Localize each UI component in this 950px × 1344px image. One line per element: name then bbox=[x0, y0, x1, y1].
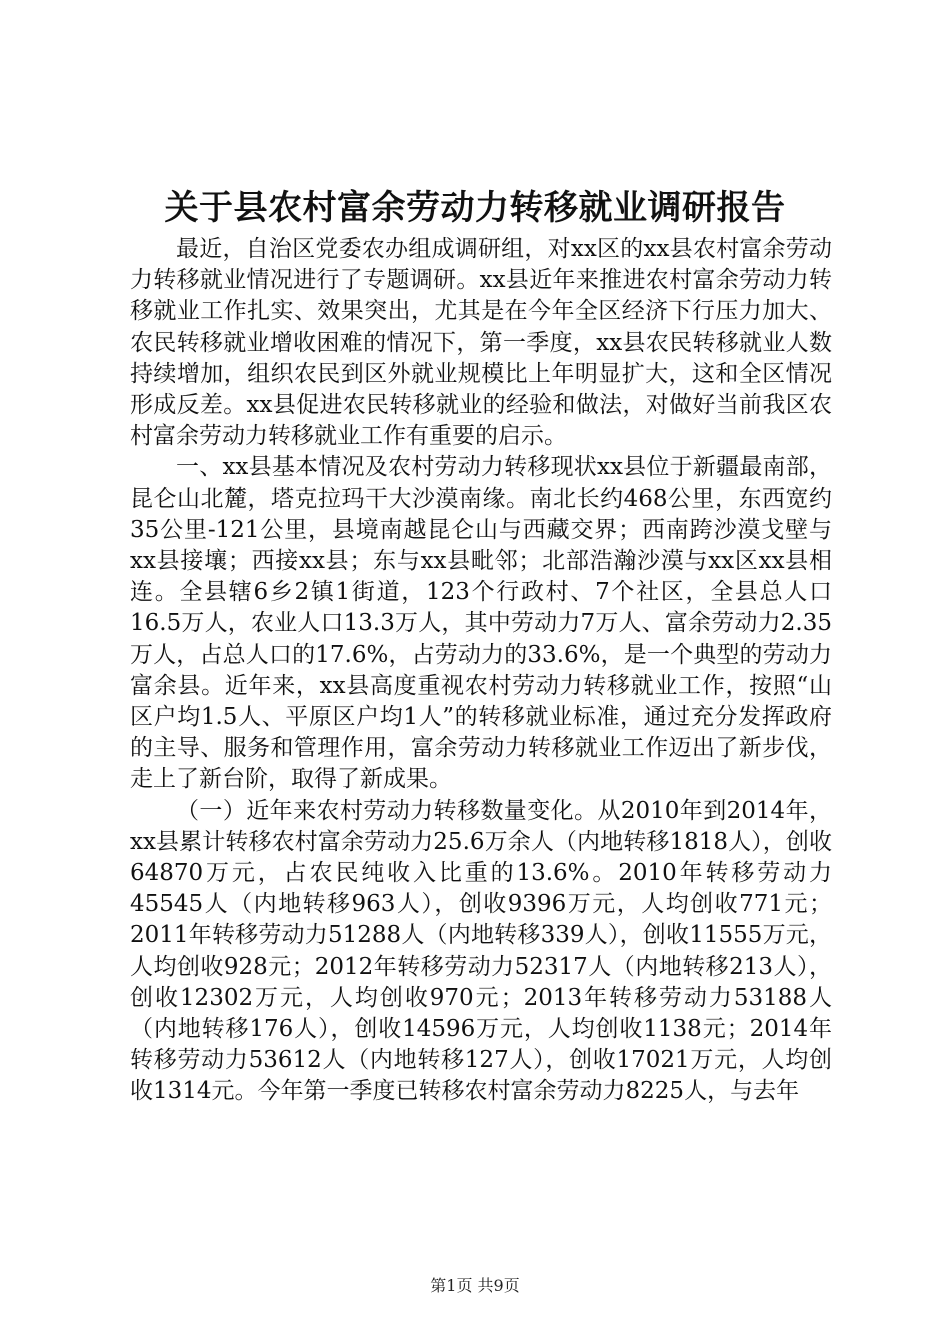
paragraph-intro: 最近，自治区党委农办组成调研组，对xx区的xx县农村富余劳动力转移就业情况进行了专题调研。xx县近年来推进农村富余劳动力转移就业工作扎实、效果突出，尤其是在今年全区经济下行压力加大、农民转移就业增收困难的情况下，第一季度，xx县农民转移就业人数持续增加，组织农民到区外就业规模比上年明显扩大，这和全区情况形成反差。xx县促进农民转移就业的经验和做法，对做好当前我区农村富余劳动力转移就业工作有重要的启示。 bbox=[130, 236, 832, 450]
page-footer: 第1页 共9页 bbox=[430, 1276, 520, 1295]
paragraph-subsection-1: （一）近年来农村劳动力转移数量变化。从2010年到2014年，xx县累计转移农村富余劳动力25.6万余人（内地转移1818人），创收64870万元，占农民纯收入比重的13.6%。2010年转移劳动力45545人（内地转移963人），创收9396万元，人均创收771元；2011年转移劳动力51288人（内地转移339人），创收11555万元，人均创收928元；2012年转移劳动力52317人（内地转移213人），创收12302万元，人均创收970元；2013年转移劳动力53188人（内地转移176人），创收14596万元，人均创收1138元；2014年转移劳动力53612人（内地转移127人），创收17021万元，人均创收1314元。今年第一季度已转移农村富余劳动力8225人，与去年 bbox=[130, 797, 832, 1105]
paragraph-section-1: 一、xx县基本情况及农村劳动力转移现状xx县位于新疆最南部，昆仑山北麓，塔克拉玛干大沙漠南缘。南北长约468公里，东西宽约35公里-121公里，县境南越昆仑山与西藏交界；西南跨沙漠戈壁与xx县接壤；西接xx县；东与xx县毗邻；北部浩瀚沙漠与xx区xx县相连。全县辖6乡2镇1街道，123个行政村、7个社区，全县总人口16.5万人，农业人口13.3万人，其中劳动力7万人、富余劳动力2.35万人，占总人口的17.6%，占劳动力的33.6%，是一个典型的劳动力富余县。近年来，xx县高度重视农村劳动力转移就业工作，按照“山区户均1.5人、平原区户均1人”的转移就业标准，通过充分发挥政府的主导、服务和管理作用，富余劳动力转移就业工作迈出了新步伐，走上了新台阶，取得了新成果。 bbox=[130, 454, 832, 793]
document-title: 关于县农村富余劳动力转移就业调研报告 bbox=[164, 188, 786, 228]
document-body bbox=[130, 234, 832, 1108]
